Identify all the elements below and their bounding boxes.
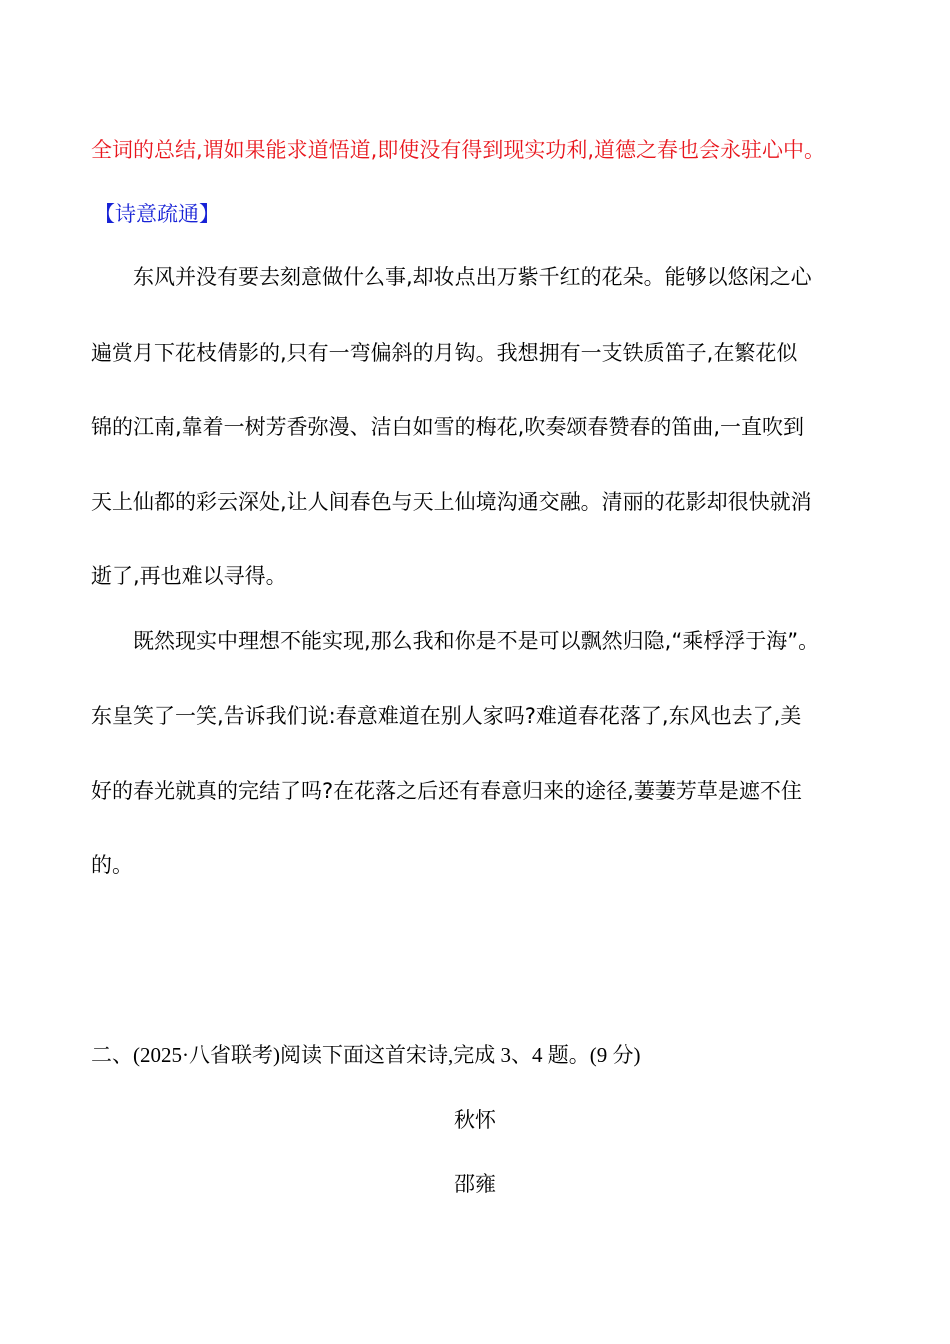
paragraph-1-line-1: 东风并没有要去刻意做什么事,却妆点出万紫千红的花朵。能够以悠闲之心 — [133, 265, 812, 289]
paragraph-1-line-2: 遍赏月下花枝倩影的,只有一弯偏斜的月钩。我想拥有一支铁质笛子,在繁花似 — [91, 341, 798, 365]
question-line: 二、(2025·八省联考)阅读下面这首宋诗,完成 3、4 题。(9 分) — [91, 1043, 641, 1067]
poem-author: 邵雍 — [454, 1172, 496, 1196]
paragraph-1-line-4: 天上仙都的彩云深处,让人间春色与天上仙境沟通交融。清丽的花影却很快就消 — [91, 490, 812, 514]
paragraph-2-line-4: 的。 — [91, 853, 133, 877]
poem-title: 秋怀 — [454, 1108, 496, 1132]
summary-line: 全词的总结,谓如果能求道悟道,即使没有得到现实功利,道德之春也会永驻心中。 — [91, 138, 826, 162]
paragraph-2-line-1: 既然现实中理想不能实现,那么我和你是不是可以飘然归隐,“乘桴浮于海”。 — [133, 629, 820, 653]
paragraph-2-line-2: 东皇笑了一笑,告诉我们说:春意难道在别人家吗?难道春花落了,东风也去了,美 — [91, 704, 802, 728]
paragraph-2-line-3: 好的春光就真的完结了吗?在花落之后还有春意归来的途径,萋萋芳草是遮不住 — [91, 779, 802, 803]
paragraph-1-line-3: 锦的江南,靠着一树芳香弥漫、洁白如雪的梅花,吹奏颂春赞春的笛曲,一直吹到 — [91, 415, 805, 439]
section-heading: 【诗意疏通】 — [94, 202, 220, 226]
paragraph-1-line-5: 逝了,再也难以寻得。 — [91, 564, 287, 588]
